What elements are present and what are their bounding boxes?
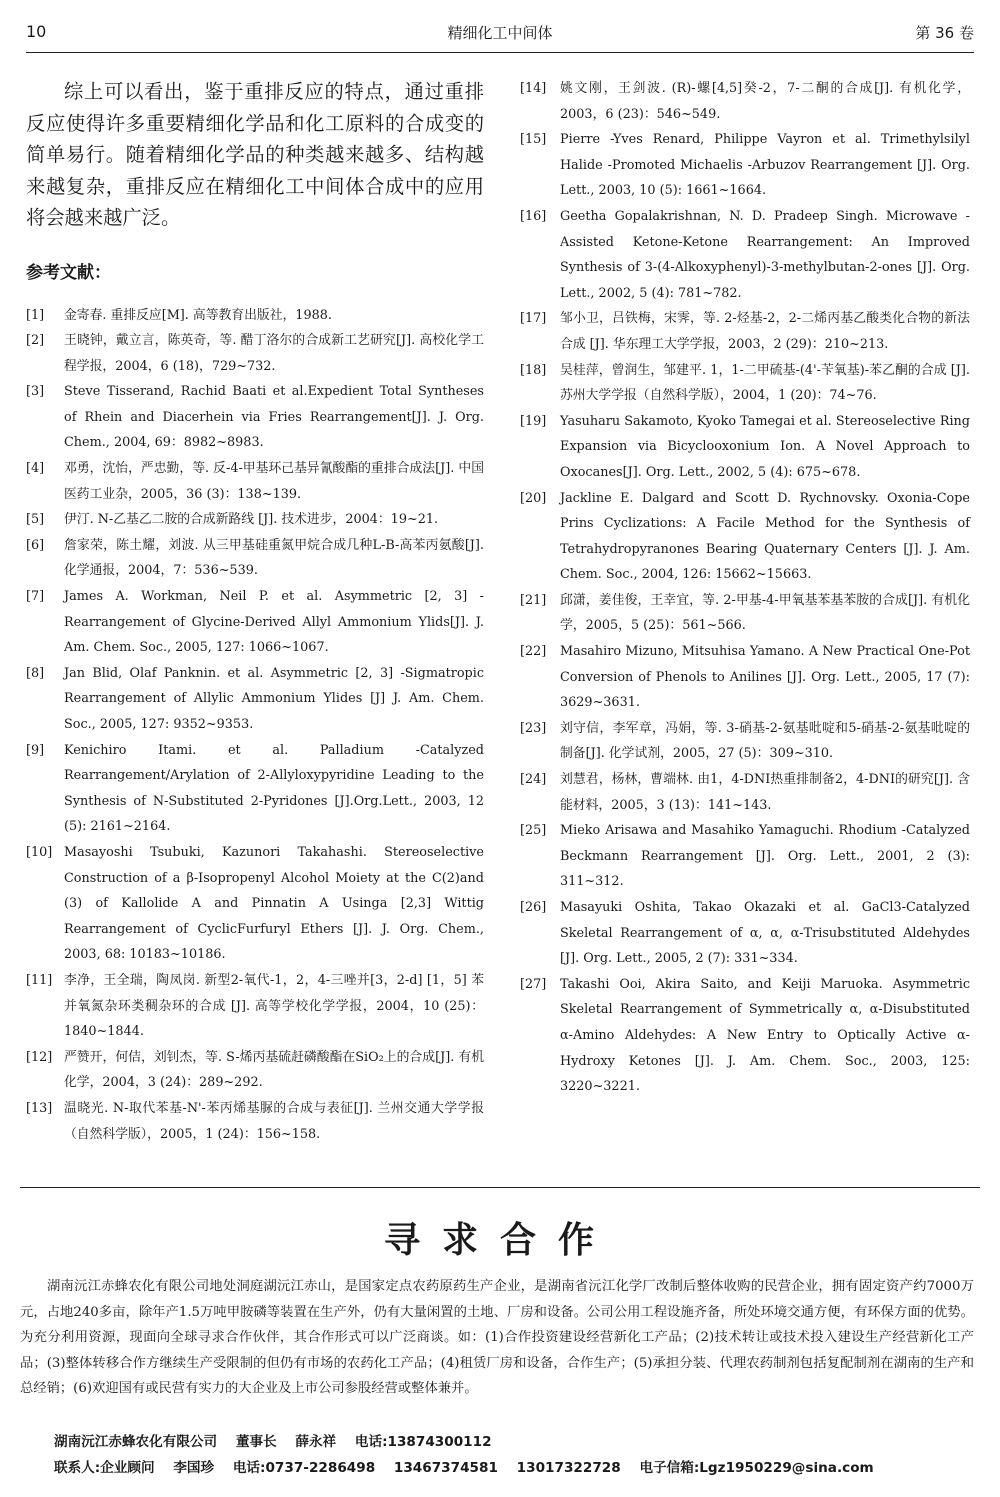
reference-number: [21] (520, 592, 547, 608)
reference-number: [23] (520, 720, 547, 736)
reference-item (26, 738, 484, 840)
reference-text: 詹家荣，陈土耀，刘波. 从三甲基硅重氮甲烷合成几种L-B-高苯丙氨酸[J]. 化学通报，2004，7：536~539. (64, 537, 484, 579)
reference-number: [8] (26, 665, 45, 681)
reference-text: Masahiro Mizuno, Mitsuhisa Yamano. A New Practical One-Pot Conversion of Phenols to Anilines [J]. Org. Lett., 2005, 17 (7): 3629~3631. (560, 644, 970, 711)
reference-item (520, 639, 970, 716)
reference-text: 邱潇，姜佳俊，王幸宜，等. 2-甲基-4-甲氧基苯基苯胺的合成[J]. 有机化学，2005，5 (25)：561~566. (560, 592, 970, 634)
contact-line-1 (54, 1430, 506, 1450)
contact-name: 薛永祥 (295, 1434, 337, 1450)
reference-text: Kenichiro Itami. et al. Palladium -Catalyzed Rearrangement/Arylation of 2-Allyloxypyridine Leading to the Synthesis of N-Substituted 2-Pyridones [J].Org.Lett., 2003, 12 (5): 2161~2164. (64, 742, 484, 835)
reference-text: Masayuki Oshita, Takao Okazaki et al. GaCl3-Catalyzed Skeletal Rearrangement of α, α, α-Trisubstituted Aldehydes [J]. Org. Lett., 2005, 2 (7): 331~334. (560, 900, 970, 967)
contact-phone: 电话:13874300112 (354, 1434, 492, 1450)
reference-item (520, 486, 970, 588)
contact-label: 联系人:企业顾问 (54, 1460, 155, 1476)
reference-number: [4] (26, 461, 45, 477)
reference-text: Jackline E. Dalgard and Scott D. Rychnovsky. Oxonia-Cope Prins Cyclizations: A Facile Method for the Synthesis of Tetrahydropyranones Bearing Quaternary Centers [J]. J. Am. Chem. Soc., 2004, 126: 15662~15663. (560, 490, 970, 583)
contact-name-2: 李国珍 (173, 1460, 215, 1476)
contact-phone-2: 13467374581 (393, 1460, 498, 1476)
reference-item (520, 767, 970, 818)
reference-number: [24] (520, 772, 547, 788)
reference-number: [22] (520, 644, 547, 660)
reference-number: [27] (520, 976, 547, 992)
reference-item (26, 968, 484, 1045)
reference-item (26, 379, 484, 456)
contact-phone-1: 电话:0737-2286498 (232, 1460, 376, 1476)
reference-item (520, 716, 970, 767)
references-list-left (26, 303, 484, 1148)
reference-number: [7] (26, 589, 45, 605)
company-name: 湖南沅江赤蜂农化有限公司 (54, 1434, 218, 1450)
reference-item (520, 306, 970, 357)
right-column (520, 76, 970, 1100)
reference-text: 严赞开，何佶，刘钊杰，等. S-烯丙基硫赶磷酸酯在SiO₂上的合成[J]. 有机化学，2004，3 (24)：289~292. (64, 1049, 484, 1091)
reference-text: 王晓钟，戴立言，陈英奇，等. 醋丁洛尔的合成新工艺研究[J]. 高校化学工程学报，2004，6 (18)，729~732. (64, 333, 484, 374)
contact-role: 董事长 (235, 1434, 277, 1450)
page-header (26, 18, 974, 53)
reference-item (26, 1045, 484, 1096)
reference-item (26, 303, 484, 329)
reference-item (26, 661, 484, 738)
references-heading: 参考文献： (26, 262, 111, 283)
reference-text: 刘慧君，杨林，曹端林. 由1，4-DNI热重排制备2，4-DNI的研究[J]. 含能材料，2005，3 (13)：141~143. (560, 772, 970, 813)
contact-phone-3: 13017322728 (516, 1460, 621, 1476)
reference-text: Masayoshi Tsubuki, Kazunori Takahashi. Stereoselective Construction of a β-Isopropenyl Alcohol Moiety at the C(2)and (3) of Kallolide A and Pinnatin A Usinga [2,3] Wittig Rearrangement of CyclicFurfuryl Ethers [J]. J. Org. Chem., 2003, 68: 10183~10186. (64, 844, 484, 963)
reference-text: 刘守信，李军章，冯娟，等. 3-硝基-2-氨基吡啶和5-硝基-2-氨基吡啶的制备[J]. 化学试剂，2005，27 (5)：309~310. (560, 720, 970, 762)
reference-number: [19] (520, 413, 547, 429)
reference-text: Yasuharu Sakamoto, Kyoko Tamegai et al. Stereoselective Ring Expansion via Bicyclooxonium Ion. A Novel Approach to Oxocanes[J]. Org. Lett., 2002, 5 (4): 675~678. (560, 413, 970, 480)
reference-text: Pierre -Yves Renard, Philippe Vayron et al. Trimethylsilyl Halide -Promoted Michaelis -Arbuzov Rearrangement [J]. Org. Lett., 2003, 10 (5): 1661~1664. (560, 132, 970, 199)
reference-number: [16] (520, 208, 547, 224)
left-column (26, 76, 484, 1147)
reference-number: [2] (26, 333, 45, 349)
reference-item (26, 507, 484, 533)
reference-number: [14] (520, 81, 547, 96)
reference-text: 邹小卫，吕铁梅，宋霁，等. 2-烃基-2，2-二烯丙基乙酸类化合物的新法合成 [J]. 华东理工大学学报，2003，2 (29)：210~213. (560, 311, 970, 352)
reference-text: 邓勇，沈怡，严忠勤，等. 反-4-甲基环己基异氰酸酯的重排合成法[J]. 中国医药工业杂，2005，36 (3)：138~139. (64, 461, 484, 502)
reference-item (520, 972, 970, 1100)
ad-title: 寻求合作 (383, 1219, 616, 1261)
reference-item (26, 840, 484, 968)
reference-item (26, 1096, 484, 1147)
reference-text: Geetha Gopalakrishnan, N. D. Pradeep Singh. Microwave -Assisted Ketone-Ketone Rearrangement: An Improved Synthesis of 3-(4-Alkoxyphenyl)-3-methylbutan-2-ones [J]. Org. Lett., 2002, 5 (4): 781~782. (560, 208, 970, 301)
reference-item (520, 204, 970, 306)
reference-number: [11] (26, 972, 53, 988)
reference-number: [1] (26, 307, 45, 323)
reference-item (26, 328, 484, 379)
reference-text: James A. Workman, Neil P. et al. Asymmetric [2, 3] -Rearrangement of Glycine-Derived Allyl Ammonium Ylids[J]. J. Am. Chem. Soc., 2005, 127: 1066~1067. (64, 589, 484, 656)
reference-item (26, 456, 484, 507)
reference-item (520, 895, 970, 972)
reference-text: 金寄春. 重排反应[M]. 高等教育出版社，1988. (64, 307, 332, 323)
reference-text: 伊汀. N-乙基乙二胺的合成新路线 [J]. 技术进步，2004：19~21. (64, 512, 439, 528)
reference-item (520, 358, 970, 409)
reference-number: [6] (26, 537, 45, 553)
section-divider (20, 1187, 980, 1188)
reference-text: 温晓光. N-取代苯基-N'-苯丙烯基脲的合成与表征[J]. 兰州交通大学学报（自然科学版），2005，1 (24)：156~158. (64, 1100, 484, 1142)
contact-email: 电子信箱:Lgz1950229@sina.com (639, 1460, 874, 1476)
reference-text: 姚文刚，王剑波. (R)-螺[4,5]癸-2，7-二酮的合成[J]. 有机化学，2003，6 (23)：546~549. (560, 81, 970, 122)
reference-number: [5] (26, 512, 45, 528)
reference-number: [13] (26, 1100, 53, 1116)
reference-text: Takashi Ooi, Akira Saito, and Keiji Maruoka. Asymmetric Skeletal Rearrangement of Symmetrically α, α-Disubstituted α-Amino Aldehydes: A New Entry to Optically Active α-Hydroxy Ketones [J]. J. Am. Chem. Soc., 2003, 125: 3220~3221. (560, 976, 970, 1095)
journal-title: 精细化工中间体 (447, 24, 553, 42)
reference-number: [12] (26, 1049, 53, 1065)
reference-number: [10] (26, 844, 53, 860)
reference-number: [15] (520, 132, 547, 148)
conclusion-paragraph: 综上可以看出，鉴于重排反应的特点，通过重排反应使得许多重要精细化学品和化工原料的合成变的简单易行。随着精细化学品的种类越来越多、结构越来越复杂，重排反应在精细化工中间体合成中的应用将会越来越广泛。 (26, 80, 484, 229)
reference-item (520, 409, 970, 486)
reference-number: [25] (520, 823, 547, 839)
contact-line-2 (54, 1456, 888, 1476)
reference-item (26, 584, 484, 661)
reference-item (520, 588, 970, 639)
reference-item (520, 76, 970, 127)
page-number: 10 (26, 22, 47, 41)
reference-number: [18] (520, 362, 547, 378)
reference-text: Steve Tisserand, Rachid Baati et al.Expedient Total Syntheses of Rhein and Diacerhein via Fries Rearrangement[J]. J. Org. Chem., 2004, 69：8982~8983. (64, 384, 484, 451)
reference-item (520, 127, 970, 204)
reference-text: 李净，王全瑞，陶凤岗. 新型2-氧代-1，2，4-三唑并[3，2-d] [1，5] 苯并氧氮杂环类稠杂环的合成 [J]. 高等学校化学学报，2004，10 (25)：1840~1844. (64, 972, 484, 1040)
reference-text: Jan Blid, Olaf Panknin. et al. Asymmetric [2, 3] -Sigmatropic Rearrangement of Allylic Ammonium Ylides [J] J. Am. Chem. Soc., 2005, 127: 9352~9353. (64, 665, 484, 732)
reference-item (520, 818, 970, 895)
reference-number: [20] (520, 490, 547, 506)
reference-number: [9] (26, 742, 45, 758)
ad-body: 湖南沅江赤蜂农化有限公司地处洞庭湖沅江赤山，是国家定点农药原药生产企业，是湖南省沅江化学厂改制后整体收购的民营企业，拥有固定资产约7000万元，占地240多亩，除年产1.5万吨甲胺磷等装置在生产外，仍有大量闲置的土地、厂房和设备。公司公用工程设施齐备，所处环境交通方便，有环保方面的优势。为充分利用资源，现面向全球寻求合作伙伴，其合作形式可以广泛商谈。如：(1)合作投资建设经营新化工产品；(2)技术转让或技术投入建设生产经营新化工产品；(3)整体转移合作方继续生产受限制的但仍有市场的农药化工产品；(4)租赁厂房和设备，合作生产；(5)承担分装、代理农药制剂包括复配制剂在湖南的生产和总经销；(6)欢迎国有或民营有实力的大企业及上市公司参股经营或整体兼并。 (20, 1279, 974, 1397)
volume-label: 第 36 卷 (915, 24, 974, 42)
reference-text: 吴桂萍，曾润生，邹建平. 1，1-二甲硫基-(4'-苄氧基)-苯乙酮的合成 [J]. 苏州大学学报（自然科学版），2004，1 (20)：74~76. (560, 362, 970, 404)
references-list-right (520, 76, 970, 1100)
reference-item (26, 533, 484, 584)
reference-number: [17] (520, 311, 547, 327)
reference-number: [3] (26, 384, 45, 400)
reference-text: Mieko Arisawa and Masahiko Yamaguchi. Rhodium -Catalyzed Beckmann Rearrangement [J]. Org. Lett., 2001, 2 (3): 311~312. (560, 823, 970, 890)
reference-number: [26] (520, 900, 547, 915)
